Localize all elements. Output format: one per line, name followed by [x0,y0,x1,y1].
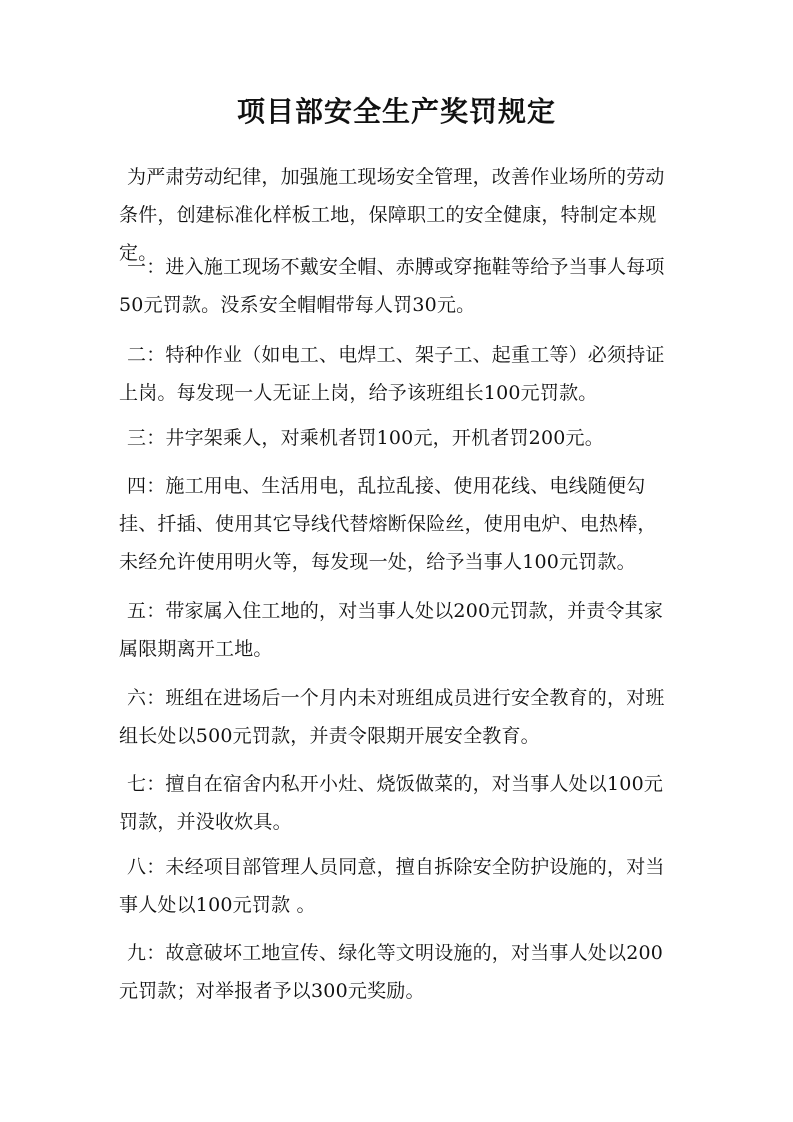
paragraph-text: 九：故意破坏工地宣传、绿化等文明设施的，对当事人处以200元罚款；对举报者予以300元奖励。 [119,942,664,1002]
paragraph-text: 四：施工用电、生活用电，乱拉乱接、使用花线、电线随便勾挂、扦插、使用其它导线代替熔断保险丝，使用电炉、电热棒，未经允许使用明火等，每发现一处，给予当事人100元罚款。 [119,475,657,573]
rule-paragraph-6 [119,679,675,755]
rule-paragraph-8 [119,848,675,924]
rule-paragraph-3 [119,419,675,457]
paragraph-text: 七：擅自在宿舍内私开小灶、烧饭做菜的，对当事人处以100元罚款，并没收炊具。 [119,773,664,833]
paragraph-text: 二：特种作业（如电工、电焊工、架子工、起重工等）必须持证上岗。每发现一人无证上岗，给予该班组长100元罚款。 [119,344,665,404]
paragraph-text: 一：进入施工现场不戴安全帽、赤膊或穿拖鞋等给予当事人每项50元罚款。没系安全帽帽带每人罚30元。 [119,256,665,316]
paragraph-text: 五：带家属入住工地的，对当事人处以200元罚款，并责令其家属限期离开工地。 [119,600,664,660]
paragraph-text: 六：班组在进场后一个月内未对班组成员进行安全教育的，对班组长处以500元罚款，并责令限期开展安全教育。 [119,687,665,747]
rule-paragraph-1 [119,248,675,324]
paragraph-text: 为严肃劳动纪律，加强施工现场安全管理，改善作业场所的劳动条件，创建标准化样板工地，保障职工的安全健康，特制定本规定。 [119,166,665,264]
rule-paragraph-4 [119,467,675,581]
rule-paragraph-9 [119,934,675,1010]
paragraph-text: 三：井字架乘人，对乘机者罚100元，开机者罚200元。 [127,427,604,449]
rule-paragraph-2 [119,336,675,412]
rule-paragraph-7 [119,765,675,841]
rule-paragraph-5 [119,592,675,668]
paragraph-text: 八：未经项目部管理人员同意，擅自拆除安全防护设施的，对当事人处以100元罚款 。 [119,856,665,916]
document-title: 项目部安全生产奖罚规定 [236,95,556,128]
